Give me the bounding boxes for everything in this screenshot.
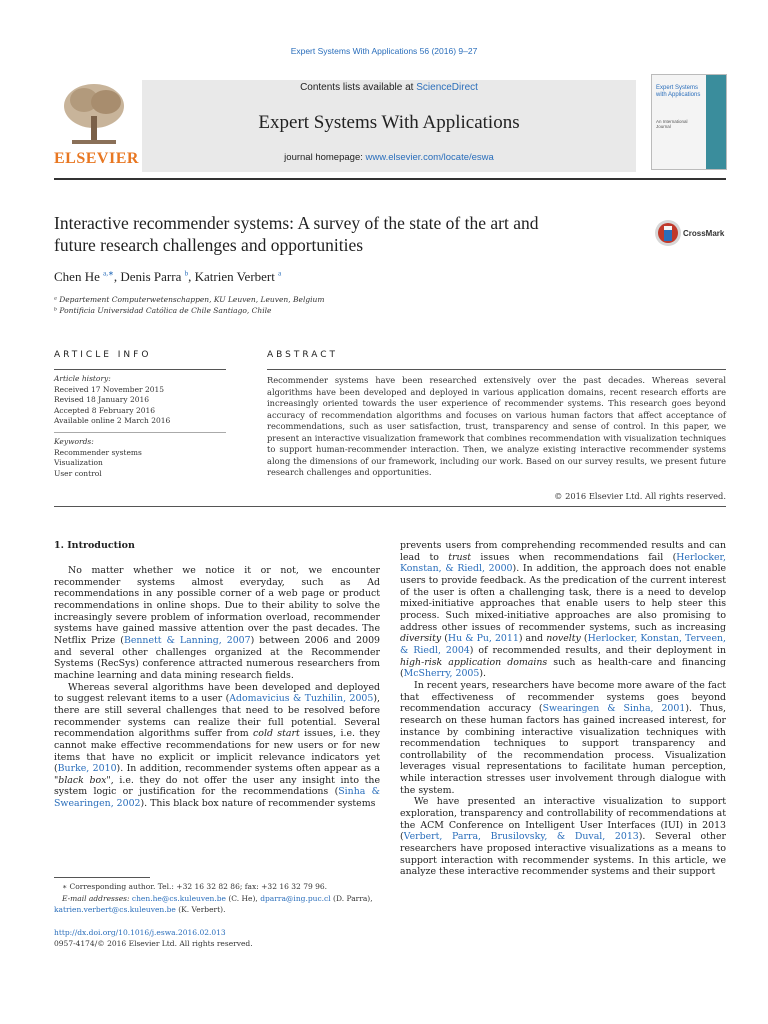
- text: ).: [479, 668, 487, 680]
- history-received: Received 17 November 2015: [54, 384, 165, 394]
- cover-strip: [706, 75, 726, 169]
- citation-link[interactable]: Adomavicius & Tuzhilin, 2005: [229, 693, 374, 705]
- article-history: [54, 374, 226, 427]
- paragraph: [400, 796, 726, 878]
- crossmark-label[interactable]: CrossMark: [683, 229, 725, 238]
- text: prevents users from comprehending recommended results and can lead to: [400, 540, 726, 563]
- emphasis: high-risk application domains: [400, 656, 548, 668]
- author-name: Denis Parra: [120, 269, 182, 284]
- keywords: [54, 437, 226, 479]
- journal-homepage: [142, 152, 636, 163]
- text: ), there are still several challenges that need to be resolved before recommender systems can realize their full potential. Several recommendation algorithms suffer from: [54, 693, 380, 740]
- affiliation: ᵇ Pontificia Universidad Católica de Chile Santiago, Chile: [54, 306, 272, 315]
- author-name: Katrien Verbert: [194, 269, 275, 284]
- text: Whereas several algorithms have been developed and deployed to suggest relevant items to a user (: [54, 681, 380, 705]
- emphasis: "black box": [54, 774, 111, 786]
- text: No matter whether we notice it or not, we encounter recommender systems almost everyday, such as Ad recommendations in any possible corner of a web page or product recommendations in online shops. Due to their ability to solve the increasingly severe problem of information overload, recommender systems have gained massive attention over the past decades. The Netflix Prize (: [54, 565, 380, 646]
- footnote-rule: [54, 877, 150, 878]
- email-addresses-cont: [54, 904, 380, 916]
- emphasis: trust: [448, 551, 472, 563]
- email-link[interactable]: chen.he@cs.kuleuven.be: [131, 893, 226, 903]
- text: issues, i.e. they cannot make effective recommendations for new users or for new items that have no explicit or implicit relevance indicators yet (: [54, 728, 380, 775]
- email-label: E-mail addresses:: [62, 893, 132, 903]
- contents-prefix: Contents lists available at: [300, 82, 417, 93]
- text: issues when recommendations fail (: [471, 551, 677, 563]
- history-revised: Revised 18 January 2016: [54, 395, 150, 404]
- paragraph: [400, 680, 726, 797]
- author-list: Chen He $^{a,∗}$, Denis Parra $^b$, Katrien Verbert $^a$: [54, 269, 282, 284]
- citation-link[interactable]: Burke, 2010: [57, 763, 117, 775]
- sciencedirect-link[interactable]: ScienceDirect: [416, 82, 478, 93]
- emphasis: novelty: [546, 633, 581, 645]
- paragraph: [54, 682, 380, 810]
- journal-title: Expert Systems With Applications: [258, 112, 520, 133]
- text: ) of recommended results, and their deployment in: [469, 644, 727, 656]
- email-addresses: [54, 893, 380, 905]
- history-label: Article history:: [54, 374, 111, 383]
- intro-heading: 1. Introduction: [54, 540, 135, 551]
- paragraph: [400, 540, 726, 680]
- text: such as health-care and financing (: [400, 656, 726, 680]
- citation-link[interactable]: Bennett & Lanning, 2007: [123, 634, 251, 646]
- paragraph: [54, 565, 380, 682]
- author-affiliation-marker[interactable]: b: [184, 269, 189, 278]
- author-name: Chen He: [54, 269, 100, 284]
- keyword: Visualization: [54, 458, 103, 467]
- section-rule: [54, 506, 726, 507]
- keyword: User control: [54, 468, 102, 478]
- text: In recent years, researchers have become more aware of the fact that effectiveness of recommender systems goes beyond recommendation accuracy (: [400, 679, 726, 715]
- text: (K. Verbert).: [175, 905, 226, 914]
- abstract-heading: ABSTRACT: [267, 350, 339, 360]
- email-link[interactable]: dparra@ing.puc.cl: [260, 893, 331, 903]
- header-rule: [54, 178, 726, 180]
- author-affiliation-marker[interactable]: a,∗: [103, 269, 114, 278]
- doi-link[interactable]: http://dx.doi.org/10.1016/j.eswa.2016.02.013: [54, 928, 226, 937]
- text: (D. Parra),: [330, 893, 373, 903]
- publisher-logo-text: ELSEVIER: [54, 150, 139, 167]
- text: , i.e. they do not offer the user any insight into the system logic or justification for the recommendations (: [54, 774, 380, 798]
- text: We have presented an interactive visualization to support exploration, transparency and controllability of recommendations at the ACM Conference on Intelligent User Interfaces (IUI) in 2013 (: [400, 796, 726, 843]
- journal-reference[interactable]: Expert Systems With Applications 56 (2016) 9–27: [290, 46, 478, 56]
- abstract-rule: [267, 369, 726, 370]
- contents-line: [142, 82, 636, 93]
- citation-link[interactable]: Verbert, Parra, Brusilovsky, & Duval, 2013: [403, 831, 639, 843]
- title-line-1: Interactive recommender systems: A survey of the state of the art and: [54, 213, 539, 233]
- footnotes: [54, 881, 380, 916]
- cover-subtitle: An International Journal: [656, 119, 688, 129]
- affiliation: ᵃ Departement Computerwetenschappen, KU Leuven, Leuven, Belgium: [54, 295, 325, 304]
- journal-cover-image: [651, 74, 727, 170]
- citation-link[interactable]: Hu & Pu, 2011: [447, 633, 519, 645]
- text: ). In addition, recommender systems often appear as a: [116, 763, 380, 775]
- emphasis: diversity: [400, 633, 442, 645]
- author-affiliation-marker[interactable]: a: [278, 269, 282, 278]
- citation-link[interactable]: Swearingen & Sinha, 2001: [542, 703, 686, 715]
- issn-line: 0957-4174/© 2016 Elsevier Ltd. All rights reserved.: [54, 939, 253, 948]
- history-accepted: Accepted 8 February 2016: [54, 405, 156, 415]
- paper-title: [54, 212, 644, 256]
- homepage-link[interactable]: www.elsevier.com/locate/eswa: [365, 152, 494, 163]
- text: ). Several other researchers have proposed interactive visualizations as a means to support interaction with recommender systems. In this article, we analyze these interactive recommender systems and their support: [400, 831, 726, 878]
- left-column: [54, 565, 380, 810]
- cover-title: Expert Systems with Applications: [656, 85, 701, 98]
- text: ). This black box nature of recommender systems: [140, 798, 376, 810]
- text: ). Thus, research on these human factors has gained increased interest, for instance by combining interactive visualization techniques with recommendation techniques to support transparency and controllability of the recommendation process. Visualization leverages visual representations to facilitate human perception, while interaction stresses user involvement through dialogue with the system.: [400, 703, 726, 796]
- citation-link[interactable]: Herlocker, Konstan, & Riedl, 2000: [400, 551, 726, 575]
- text: (: [441, 633, 448, 645]
- text: (: [580, 633, 588, 645]
- text: ). In addition, the approach does not enable users to provide feedback. As the predication of the current interest of the user is often a challenging task, there is a need to develop mixed-initiative approaches that enable users to help steer this process. Such mixed-initiative approaches are also promising to address other issues of recommender systems, such as increasing: [400, 563, 726, 633]
- abstract-text: Recommender systems have been researched extensively over the past decades. Whereas several algorithms have been developed and deployed in various application domains, recent research efforts are increasingly oriented towards the user experience of recommender systems. This research goes beyond accuracy of recommendation algorithms and focuses on various human factors that affect acceptance of recommendations, such as user satisfaction, trust, transparency and sense of control. In this paper, we present an interactive visualization framework that combines recommendation with visualization techniques to support human-recommender interaction. Then, we analyze existing interactive recommender systems along the dimensions of our framework, including our work. Based on our survey results, we present future research challenges and opportunities.: [267, 375, 726, 478]
- citation-link[interactable]: Herlocker, Konstan, Terveen, & Riedl, 2004: [400, 633, 727, 656]
- crossmark-icon: [653, 218, 683, 248]
- article-info-heading: ARTICLE INFO: [54, 350, 152, 360]
- history-online: Available online 2 March 2016: [54, 416, 171, 425]
- text: ) between 2006 and 2009 and several other challenges organized at the Recommender Systems (RecSys) conference attracted numerous researchers from machine learning and data mining research fields.: [54, 634, 381, 681]
- citation-link[interactable]: Sinha & Swearingen, 2002: [54, 786, 380, 810]
- emphasis: cold start: [253, 728, 300, 740]
- text: ) and: [518, 633, 547, 645]
- right-column: [400, 540, 726, 878]
- keywords-rule: [54, 432, 226, 433]
- text: (C. He),: [225, 893, 261, 903]
- keyword: Recommender systems: [54, 447, 142, 457]
- corresponding-author-note: ∗ Corresponding author. Tel.: +32 16 32 82 86; fax: +32 16 32 79 96.: [62, 882, 328, 891]
- title-line-2: future research challenges and opportunities: [54, 235, 364, 255]
- article-info-rule: [54, 369, 226, 370]
- abstract-copyright: © 2016 Elsevier Ltd. All rights reserved.: [554, 491, 726, 501]
- homepage-prefix: journal homepage:: [284, 152, 366, 163]
- keywords-label: Keywords:: [54, 437, 94, 446]
- citation-link[interactable]: McSherry, 2005: [403, 668, 480, 680]
- doi-block: [54, 927, 253, 949]
- email-link[interactable]: katrien.verbert@cs.kuleuven.be: [54, 905, 176, 914]
